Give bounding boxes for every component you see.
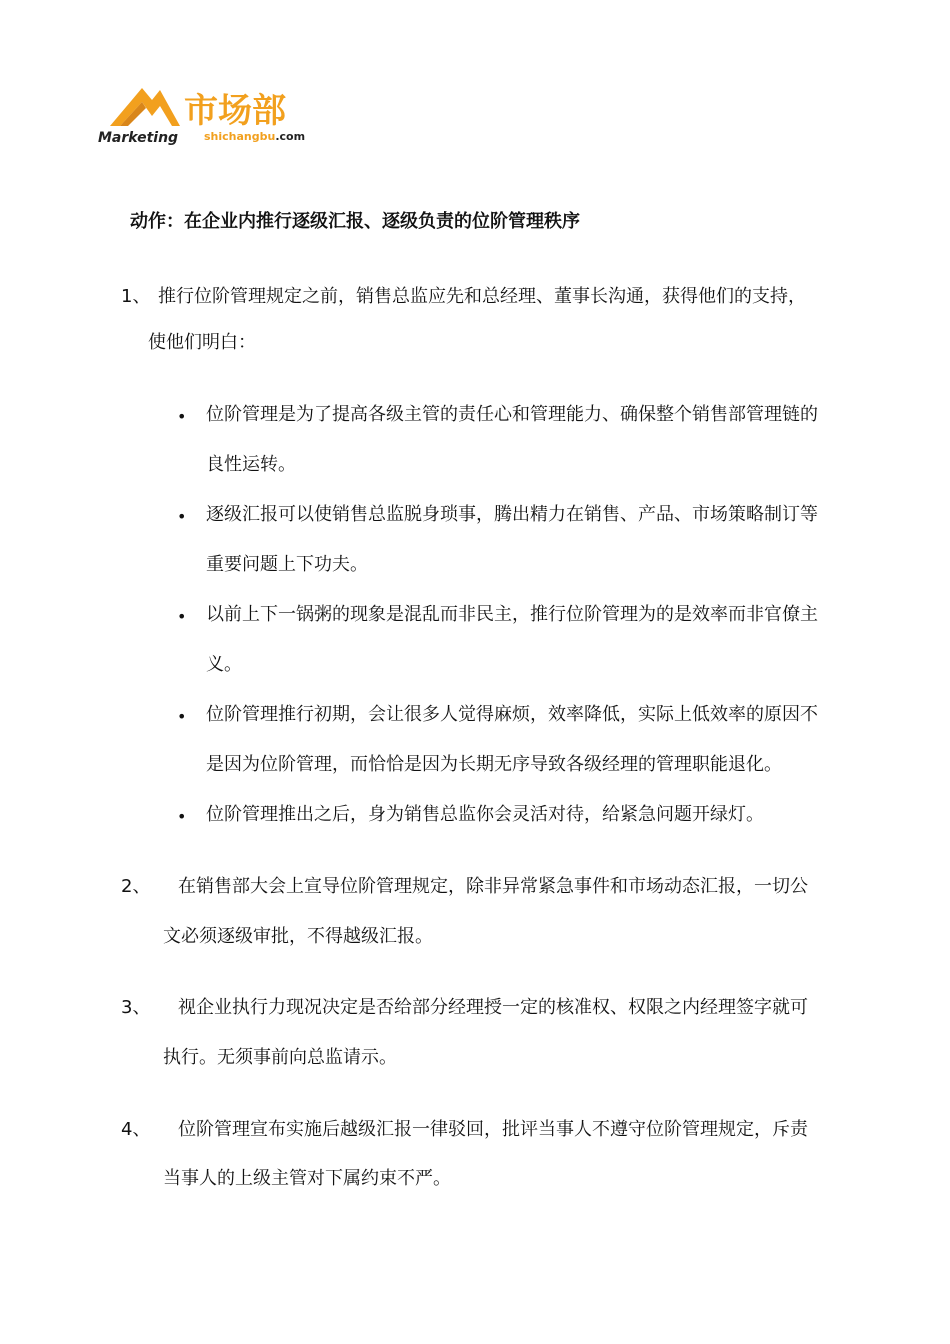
item-1-line-1: 推行位阶管理规定之前，销售总监应先和总经理、董事长沟通，获得他们的支持， (158, 286, 806, 307)
bullet-3-line-1: 以前上下一锅粥的现象是混乱而非民主，推行位阶管理为的是效率而非官僚主 (206, 604, 818, 625)
bullet-5-dot: • (177, 807, 187, 826)
bullet-3-dot: • (177, 607, 187, 626)
bullet-4-line-2: 是因为位阶管理，而恰恰是因为长期无序导致各级经理的管理职能退化。 (206, 754, 782, 775)
bullet-4-line-1: 位阶管理推行初期，会让很多人觉得麻烦，效率降低，实际上低效率的原因不 (206, 704, 818, 725)
logo-mark (96, 84, 326, 150)
bullet-2-line-2: 重要问题上下功夫。 (206, 554, 368, 575)
bullet-5-line-1: 位阶管理推出之后，身为销售总监你会灵活对待，给紧急问题开绿灯。 (206, 804, 764, 825)
bullet-4-dot: • (177, 707, 187, 726)
bullet-1-dot: • (177, 407, 187, 426)
shichangbu-logo (96, 84, 326, 150)
item-4-line-1: 位阶管理宣布实施后越级汇报一律驳回，批评当事人不遵守位阶管理规定，斥责 (178, 1119, 808, 1140)
item-1-line-2: 使他们明白： (148, 332, 256, 353)
item-4-number: 4、 (121, 1119, 151, 1140)
item-4-line-2: 当事人的上级主管对下属约束不严。 (163, 1168, 451, 1189)
bullet-3-line-2: 义。 (206, 654, 242, 675)
item-3-line-1: 视企业执行力现况决定是否给部分经理授一定的核准权、权限之内经理签字就可 (178, 997, 808, 1018)
item-2-number: 2、 (121, 876, 151, 897)
item-3-line-2: 执行。无须事前向总监请示。 (163, 1047, 397, 1068)
bullet-2-line-1: 逐级汇报可以使销售总监脱身琐事，腾出精力在销售、产品、市场策略制订等 (206, 504, 818, 525)
logo-domain-text: shichangbu.com (204, 130, 306, 143)
logo-brand-text: 市场部 (184, 91, 286, 131)
item-2-line-1: 在销售部大会上宣导位阶管理规定，除非异常紧急事件和市场动态汇报，一切公 (178, 876, 808, 897)
logo-word-text: Marketing (98, 130, 179, 146)
item-1-number: 1、 (121, 286, 151, 307)
bullet-1-line-2: 良性运转。 (206, 454, 296, 475)
item-3-number: 3、 (121, 997, 151, 1018)
document-title: 动作：在企业内推行逐级汇报、逐级负责的位阶管理秩序 (130, 211, 580, 232)
bullet-1-line-1: 位阶管理是为了提高各级主管的责任心和管理能力、确保整个销售部管理链的 (206, 404, 818, 425)
bullet-2-dot: • (177, 507, 187, 526)
item-2-line-2: 文必须逐级审批，不得越级汇报。 (163, 926, 433, 947)
